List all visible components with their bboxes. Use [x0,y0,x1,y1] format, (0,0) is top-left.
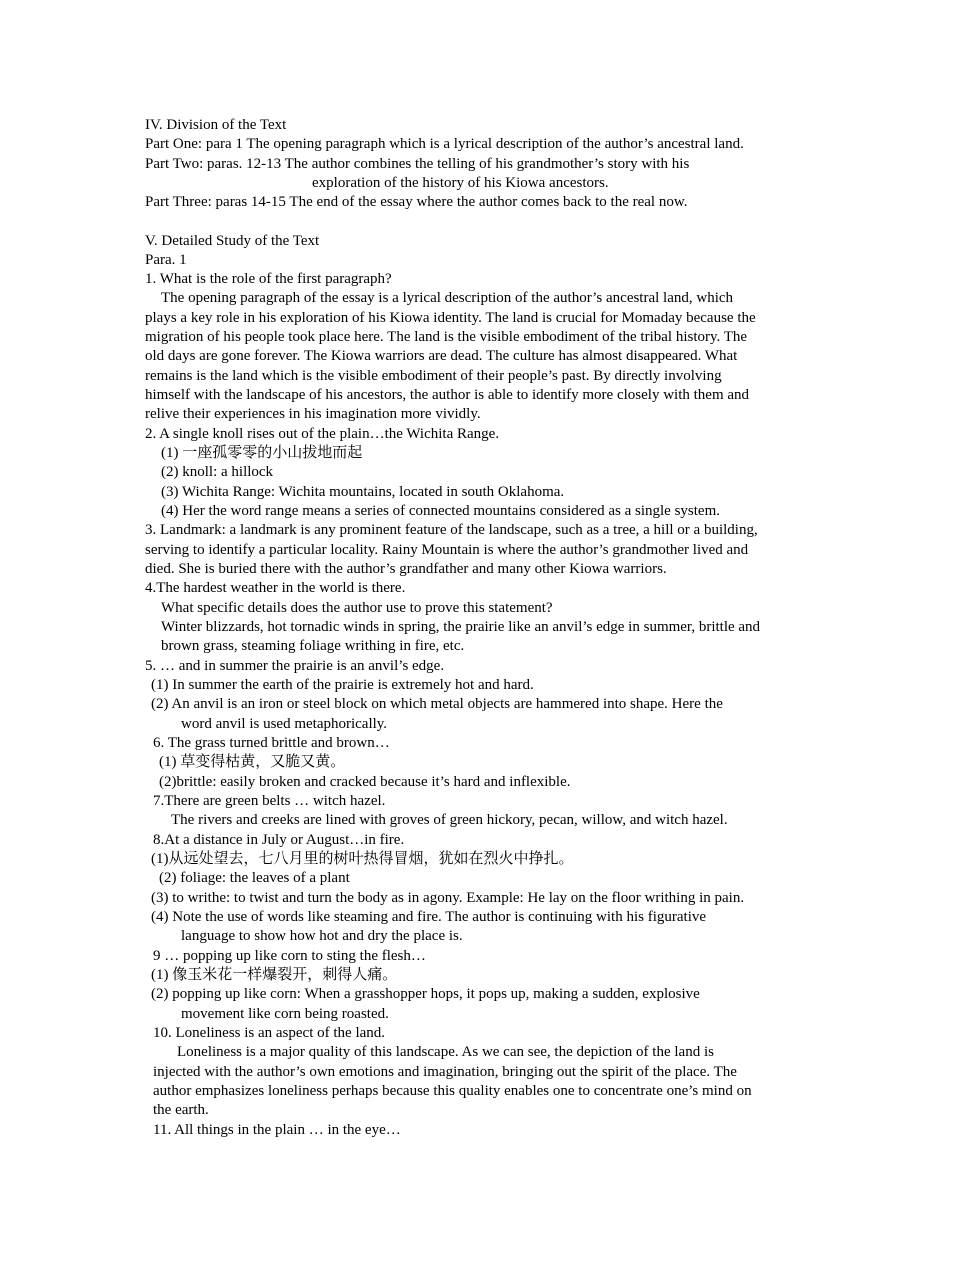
text-line: 4.The hardest weather in the world is there. [145,580,406,596]
part-one-line: Part One: para 1 The opening paragraph which is a lyrical description of the author’s ancestral land. [145,136,744,152]
text-line: Loneliness is a major quality of this landscape. As we can see, the depiction of the land is [177,1044,714,1060]
text-line: serving to identify a particular locality. Rainy Mountain is where the author’s grandmother lived and [145,542,749,558]
text-line: 1. What is the role of the first paragraph? [145,271,392,287]
text-line: 2. A single knoll rises out of the plain…the Wichita Range. [145,426,500,442]
text-line: (2) knoll: a hillock [161,464,274,480]
text-line: plays a key role in his exploration of his Kiowa identity. The land is crucial for Momaday because the [145,310,756,326]
text-line: 5. … and in summer the prairie is an anvil’s edge. [145,658,445,674]
text-line: What specific details does the author use to prove this statement? [161,600,553,616]
text-line: injected with the author’s own emotions and imagination, bringing out the spirit of the place. The [153,1064,737,1080]
text-line: (2)brittle: easily broken and cracked because it’s hard and inflexible. [159,774,571,790]
section-iv-heading: IV. Division of the Text [145,117,287,133]
text-line: author emphasizes loneliness perhaps because this quality enables one to concentrate one’s mind on [153,1083,752,1099]
text-line: (2) popping up like corn: When a grasshopper hops, it pops up, making a sudden, explosive [151,986,700,1002]
part-two-continuation: exploration of the history of his Kiowa ancestors. [312,175,609,191]
text-line: 9 … popping up like corn to sting the flesh… [153,948,426,964]
text-line: (3) to writhe: to twist and turn the body as in agony. Example: He lay on the floor writhing in pain. [151,890,745,906]
text-line: movement like corn being roasted. [181,1006,389,1022]
text-line: remains is the land which is the visible embodiment of their people’s past. By directly involving [145,368,722,384]
text-line: (4) Note the use of words like steaming and fire. The author is continuing with his figurative [151,909,707,925]
text-line: migration of his people took place here. The land is the visible embodiment of the tribal history. The [145,329,748,345]
text-line: (1) 一座孤零零的小山拔地而起 [161,445,363,461]
text-line: The opening paragraph of the essay is a lyrical description of the author’s ancestral land, which [161,290,734,306]
text-line: 11. All things in the plain … in the eye… [153,1122,401,1138]
text-line: 3. Landmark: a landmark is any prominent feature of the landscape, such as a tree, a hill or a building, [145,522,758,538]
part-three-line: Part Three: paras 14-15 The end of the essay where the author comes back to the real now. [145,194,688,210]
text-line: (1) In summer the earth of the prairie is extremely hot and hard. [151,677,534,693]
text-line: Winter blizzards, hot tornadic winds in spring, the prairie like an anvil’s edge in summer, brittle and [161,619,761,635]
para-label: Para. 1 [145,252,187,268]
text-line: relive their experiences in his imagination more vividly. [145,406,481,422]
text-line: himself with the landscape of his ancestors, the author is able to identify more closely with them and [145,387,750,403]
text-line: (1) 像玉米花一样爆裂开，刺得人痛。 [151,967,398,983]
text-line: 6. The grass turned brittle and brown… [153,735,390,751]
text-line: 7.There are green belts … witch hazel. [153,793,386,809]
text-line: (1)从远处望去，七八月里的树叶热得冒烟，犹如在烈火中挣扎。 [151,851,574,867]
text-line: (3) Wichita Range: Wichita mountains, located in south Oklahoma. [161,484,565,500]
text-line: old days are gone forever. The Kiowa warriors are dead. The culture has almost disappeared. What [145,348,738,364]
text-line: language to show how hot and dry the place is. [181,928,463,944]
text-line: word anvil is used metaphorically. [181,716,388,732]
text-line: 8.At a distance in July or August…in fire. [153,832,405,848]
text-line: brown grass, steaming foliage writhing in fire, etc. [161,638,465,654]
text-line: (4) Her the word range means a series of connected mountains considered as a single system. [161,503,720,519]
part-two-line: Part Two: paras. 12-13 The author combines the telling of his grandmother’s story with his [145,156,690,172]
text-line: (2) An anvil is an iron or steel block on which metal objects are hammered into shape. Here the [151,696,723,712]
text-line: The rivers and creeks are lined with groves of green hickory, pecan, willow, and witch hazel. [171,812,728,828]
text-line: (2) foliage: the leaves of a plant [159,870,350,886]
text-line: the earth. [153,1102,209,1118]
section-v-heading: V. Detailed Study of the Text [145,233,320,249]
text-line: died. She is buried there with the author’s grandfather and many other Kiowa warriors. [145,561,667,577]
text-line: (1) 草变得枯黄，又脆又黄。 [159,754,346,770]
text-line: 10. Loneliness is an aspect of the land. [153,1025,386,1041]
